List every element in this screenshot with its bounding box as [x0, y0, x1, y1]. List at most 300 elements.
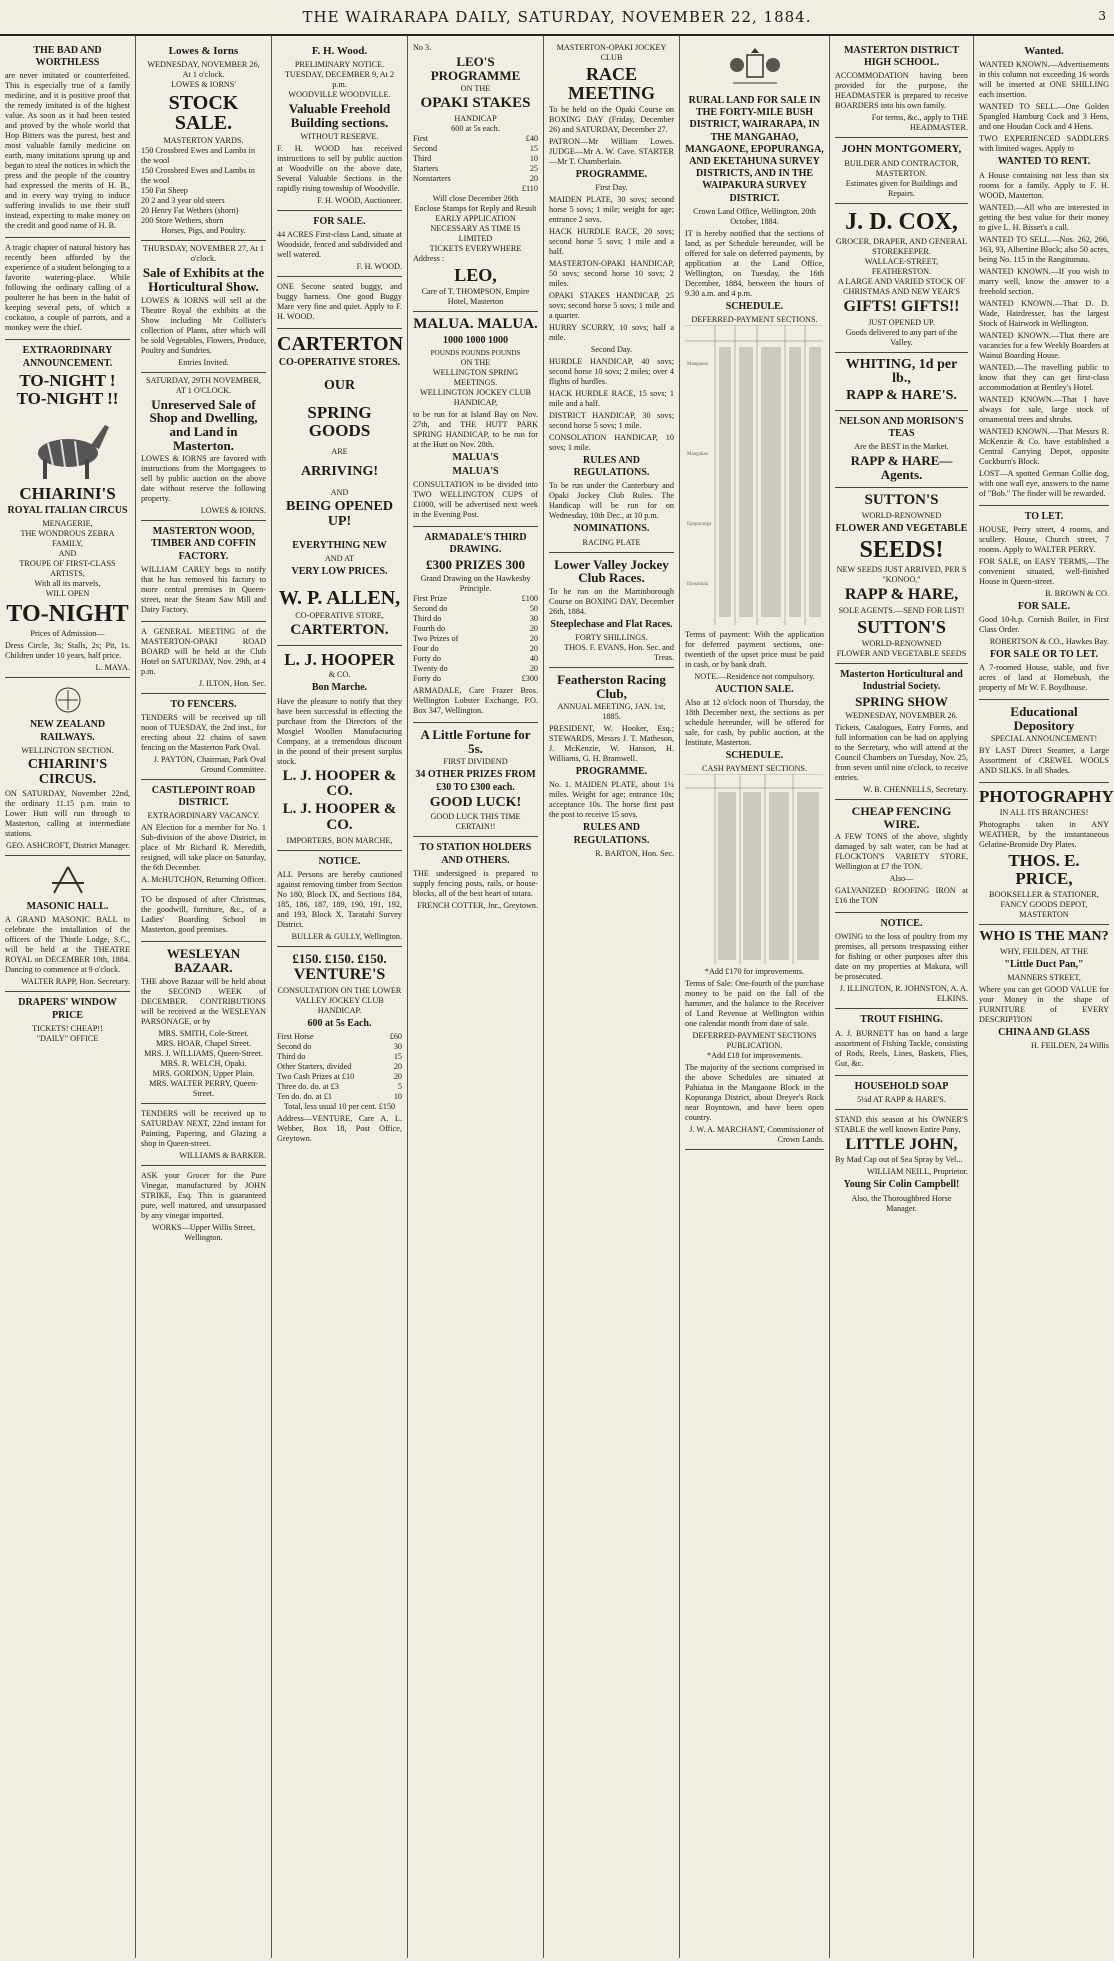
district-label: Eketahuna	[687, 581, 709, 587]
column-4	[408, 36, 544, 1958]
road-board-text: A GENERAL MEETING of the MASTERTON-OPAKI ROAD BOARD will be held at the Club Hotel on SATURDAY, Nov. 29th, at 4 p.m.	[141, 626, 266, 676]
soap-heading: HOUSEHOLD SOAP	[854, 1080, 949, 1092]
race-event: MAIDEN PLATE, 30 sovs; second horse 5 sovs; 1 mile; weight for age; entrance 2 sovs.	[549, 194, 674, 224]
photo-text: Photographs taken in ANY WEATHER, by the instantaneous Gelatine-Bromide Dry Plates.	[979, 820, 1109, 850]
lower-valley-heading: Lower Valley Jockey Club Races.	[554, 556, 669, 586]
also-line: Also—	[889, 874, 914, 884]
fencers-heading: TO FENCERS.	[170, 698, 237, 710]
stand-text: STAND this season at his OWNER'S STABLE the well known Entire Pony,	[835, 1114, 968, 1134]
race-event: HACK HURDLE RACE, 15 sovs; 1 mile and a half.	[549, 388, 674, 408]
school-text: TO be disposed of after Christmas, the goodwill, furniture, &c., of a Ladies' Boarding School in Masterton, good premises.	[141, 895, 266, 935]
bon-marche: Bon Marche.	[311, 682, 368, 694]
lost-dog: LOST—A spotted German Collie dog, with one wall eye, answers to the name of "Bob." The finder will be rewarded.	[979, 468, 1109, 498]
leo-early: EARLY APPLICATION NECESSARY AS TIME IS LIMITED	[430, 214, 521, 244]
column-1	[0, 36, 136, 1958]
spring-show: SPRING SHOW	[855, 694, 948, 710]
spring-goods: SPRING GOODS	[307, 402, 372, 440]
good-luck: GOOD LUCK!	[429, 794, 522, 810]
wood-auctioneer: F. H. WOOD, Auctioneer.	[317, 195, 402, 205]
sutton-heading-2: SUTTON'S	[857, 617, 946, 638]
improvements-note-2: *Add £18 for improvements.	[706, 1051, 803, 1061]
masterton-yards: MASTERTON YARDS.	[163, 136, 244, 146]
horticultural-text: LOWES & IORNS will sell at the Theatre Royal the exhibits at the Show including Mr Collister's collection of Plants, after which will be sold Vegetables, Flowers, Produce, Poultry and Sundries.	[141, 295, 266, 355]
masonic-ball-text: A GRAND MASONIC BALL to celebrate the installation of the officers of the Thistle Lodge, S.C., will be held at the THEATRE ROYAL on DECEMBER 10th, 1884. Dancing to commence at 9 o'clock.	[5, 915, 130, 975]
column-3	[272, 36, 408, 1958]
wood-text: F. H. WOOD has received instructions to sell by public auction at Woodville on the above date, Several Valuable Sections in the rapidly rising township of Woodville.	[277, 143, 402, 193]
wellington-section: WELLINGTON SECTION.	[21, 745, 114, 755]
wanted-item: TWO EXPERIENCED SADDLERS with limited wages. Apply to	[979, 134, 1109, 154]
cash-heading: CASH PAYMENT SECTIONS.	[701, 764, 808, 774]
good-luck-2: GOOD LUCK THIS TIME CERTAIN!!	[430, 812, 521, 832]
painting-tender: TENDERS will be received up to SATURDAY NEXT, 22nd instant for Painting, Papering, and Glazing a shop in Queen-street.	[141, 1108, 266, 1148]
venture-row: Other Starters, divided 20	[277, 1062, 402, 1072]
circus-line: ROYAL ITALIAN CIRCUS	[7, 505, 128, 517]
to-let-heading: TO LET.	[1024, 510, 1064, 522]
armadale-row: Forty do 40	[413, 654, 538, 664]
acres-text: 44 ACRES First-class Land, situate at Woodside, fenced and subdivided and well watered.	[277, 229, 402, 259]
young-sir-colin: Young Sir Colin Campbell!	[843, 1179, 960, 1191]
stock-lot: 150 Fat Sheep	[141, 186, 188, 196]
buller-gully: BULLER & GULLY, Wellington.	[291, 931, 402, 941]
edu-text: BY LAST Direct Steamer, a Large Assortment of CREWEL WOOLS AND SILKS. In all Shades.	[979, 746, 1109, 776]
crest-icon	[48, 685, 88, 715]
poultry-notice-text: OWING to the loss of poultry from my premises, all persons trespassing either for fishing or other purposes after this date on my properties at Makura, will be prosecuted.	[835, 932, 968, 982]
cox-name: J. D. COX,	[845, 208, 958, 235]
malua-pounds: 1000 1000 1000	[443, 334, 508, 346]
robertson-sign: ROBERTSON & CO., Hawkes Bay.	[989, 636, 1109, 646]
high-school-text: ACCOMMODATION having been provided for the purpose, the HEADMASTER is prepared to receive BOARDERS into his own family.	[835, 71, 968, 111]
castlepoint-heading: CASTLEPOINT ROAD DISTRICT.	[151, 785, 256, 809]
timber-notice-text: ALL Persons are hereby cautioned against removing timber from Section No 180, Block IX, and Sections 184, 185, 186, 187, 189, 190, 191, 192, and 193, Block X, Taratahi Survey District.	[277, 869, 402, 929]
drapers-heading: DRAPERS' WINDOW PRICE	[18, 997, 117, 1021]
wanted-item: WANTED TO SELL.—Nos. 262, 266, 163, 93, Albertine Block; also 50 acres, being No. 115 in the Rangitumau.	[979, 234, 1109, 264]
for-sale-heading-2: FOR SALE.	[1017, 600, 1071, 612]
feilden-sign: H. FEILDEN, 24 Willis	[1031, 1041, 1109, 1051]
being-and: AND	[330, 488, 349, 498]
schedule-heading: SCHEDULE.	[725, 300, 784, 312]
railway-notice: ON SATURDAY, November 22nd, the ordinary 11.15 p.m. train to Lower Hutt will run through to Masterton, calling at intermediate stations.	[5, 789, 130, 839]
stock-lot: 20 2 and 3 year old steers	[141, 196, 225, 206]
will-open-line: WILL OPEN	[45, 589, 90, 599]
deferred-heading: DEFERRED-PAYMENT SECTIONS.	[691, 314, 818, 324]
natural-history-text: A tragic chapter of natural history has recently been afforded by the experience of a student belonging to a favorite watering-place. While following the ordinary calling of a poulterer he has been in the habit of keeping several pets, of which a cockatoo, a couple of parrots, and a monkey were the chief.	[5, 243, 130, 333]
wanted-rent: WANTED TO RENT.	[997, 156, 1091, 168]
column-2	[136, 36, 272, 1958]
fencing-wire-text: A FEW TONS of the above, slightly damaged by salt water, can be had at FLOCKTON'S VARIETY STORE, Wellington at £7 the TON.	[835, 832, 968, 872]
rapp-hare: RAPP & HARE'S.	[846, 387, 957, 403]
barton-sign: R. BARTON, Hon. Sec.	[595, 848, 674, 858]
vacancy-text: AN Election for a member for No. 1 Sub-division of the above District, in place of Mr Richard R. Meredith, resigned, will take place on Saturday, the 6th December.	[141, 823, 266, 873]
venture-row: Three do. do. at £3 5	[277, 1082, 402, 1092]
stock-lot: 150 Crossbred Ewes and Lambs in the wool	[141, 146, 255, 166]
station-holders: TO STATION HOLDERS AND OTHERS.	[419, 842, 532, 866]
race-event: CONSOLATION HANDICAP, 10 sovs; 1 mile.	[549, 432, 674, 452]
schedule-table	[685, 325, 823, 625]
leo-row: Third 10	[413, 154, 538, 164]
race-event: HURDLE HANDICAP, 40 sovs; second horse 10 sovs; 2 miles; over 4 flights of hurdles.	[549, 356, 674, 386]
annual-meeting: ANNUAL MEETING, JAN. 1st, 1885.	[557, 702, 666, 722]
wanted-item: WANTED KNOWN.—Advertisements in this column not exceeding 16 words will be inserted at ONE SHILLING each insertion.	[979, 60, 1109, 100]
edu-heading: Educational Depository	[1010, 704, 1078, 733]
armadale-drawing: Grand Drawing on the Hawkesby Principle.	[420, 574, 531, 594]
first-dividend: FIRST DIVIDEND	[443, 757, 508, 767]
tickets-line: TICKETS! CHEAP!!	[32, 1023, 103, 1033]
returning-officer: A. McHUTCHON, Returning Officer.	[141, 875, 266, 885]
armadale-row: Second do 50	[413, 604, 538, 614]
malua-onthe: ON THE	[460, 357, 491, 367]
seeds-heading: SEEDS!	[859, 537, 944, 564]
nz-railways-heading: NEW ZEALAND RAILWAYS.	[29, 719, 106, 743]
works-address: WORKS—Upper Willis Street, Wellington.	[152, 1222, 255, 1242]
menagerie-line: MENAGERIE,	[42, 519, 93, 529]
price-trade: BOOKSELLER & STATIONER, FANCY GOODS DEPOT, MASTERTON	[989, 889, 1099, 919]
armadale-row: Forty do £300	[413, 674, 538, 684]
for-sale-easy: FOR SALE, on EASY TERMS,—The convenient situated, well-finished House in Queen-street.	[979, 556, 1109, 586]
headmaster: For terms, &c., apply to THE HEADMASTER.	[871, 113, 968, 133]
armadale-address: ARMADALE, Care Frazer Bros. Wellington Lobster Exchange, P.O. Box 347, Wellington.	[413, 686, 538, 716]
all-branches: IN ALL ITS BRANCHES!	[999, 808, 1089, 818]
hooper-co: & CO.	[328, 670, 351, 680]
sale-terms: Terms of Sale: One-fourth of the purchase money to be paid on the fall of the hammer, and the balance to the Receiver of Land Revenue at Wellington within one calendar month from date of sale.	[685, 979, 824, 1029]
deferred-publication: DEFERRED-PAYMENT SECTIONS PUBLICATION.	[692, 1031, 817, 1051]
venture-cons: CONSULTATION ON THE LOWER VALLEY JOCKEY CLUB HANDICAP.	[277, 986, 402, 1016]
venture-prizes: £150. £150. £150.	[292, 950, 387, 966]
lady-name: MRS. HOAR, Chapel Street.	[155, 1038, 252, 1048]
leo-address-label: Address :	[413, 254, 445, 264]
stock-sale-time: At 1 o'clock.	[182, 70, 225, 80]
cash-table	[685, 774, 823, 964]
flower-veg-seeds: FLOWER AND VEGETABLE SEEDS	[836, 648, 967, 658]
show-date: WEDNESDAY, NOVEMBER 26.	[845, 710, 958, 720]
sale-or-let: FOR SALE OR TO LET.	[989, 648, 1099, 660]
who-is-man: WHO IS THE MAN?	[979, 928, 1109, 944]
rules-heading: RULES AND REGULATIONS.	[573, 454, 650, 479]
coop-store: CO-OPERATIVE STORE,	[295, 610, 384, 620]
without-reserve: WITHOUT RESERVE.	[300, 131, 379, 141]
masonic-hall-heading: MASONIC HALL.	[26, 901, 109, 913]
world-renowned: WORLD-RENOWNED	[861, 511, 942, 521]
to-let-text: HOUSE, Perry street, 4 rooms, and scullery. House, Church street, 7 rooms. Apply to WALTER PERRY.	[979, 524, 1109, 554]
lady-name: MRS. SMITH, Cole-Street.	[158, 1028, 249, 1038]
wanted-item: WANTED TO SELL.—One Golden Spangled Hamburg Cock and 3 Hens, and one Houdan Cock and 4 Hens.	[979, 102, 1109, 132]
race-event: MASTERTON-OPAKI HANDICAP, 50 sovs; second horse 10 sovs; 2 miles.	[549, 258, 674, 288]
and-at: AND AT	[324, 553, 355, 563]
arriving-line: ARRIVING!	[301, 464, 378, 480]
tickets-everywhere: TICKETS EVERYWHERE	[429, 244, 522, 254]
schedule2-heading: SCHEDULE.	[725, 750, 784, 762]
manners-street: MANNERS STREET,	[1007, 972, 1081, 982]
rules-text: To be run under the Canterbury and Opaki Jockey Club Rules. The Handicap will be run for on Wednesday, 10th Dec., at 10 p.m.	[549, 481, 674, 521]
evans-sign: THOS. F. EVANS, Hon. Sec. and Treas.	[564, 643, 674, 662]
troupe-line: TROUPE OF FIRST-CLASS ARTISTS,	[19, 559, 116, 579]
masthead	[0, 0, 1114, 36]
race-event: HURRY SCURRY, 10 sovs; half a mile.	[549, 322, 674, 342]
leo-row: Second 15	[413, 144, 538, 154]
auction-text: Also at 12 o'clock noon of Thursday, the 18th December next, the sections as per schedule hereunder, will be offered for sale, for cash, by public auction, at the Institute, Masterton.	[685, 698, 824, 748]
malua-wsm: WELLINGTON SPRING MEETINGS.	[432, 367, 519, 387]
tonight-big: TO-NIGHT	[6, 601, 129, 628]
armadale-row: Third do 30	[413, 614, 538, 624]
district-label: Mangaone	[687, 361, 709, 367]
malua-runat: to be run for at Island Bay on Nov. 27th, and THE HUTT PARK SPRING HANDICAP, to be run for at the Hutt on Nov. 28th.	[413, 409, 538, 449]
estimates-line: Estimates given for Buildings and Repairs.	[845, 178, 958, 198]
prices-text: Dress Circle, 3s; Stalls, 2s; Pit, 1s. Children under 10 years, half price.	[5, 641, 130, 661]
nominations-heading: NOMINATIONS.	[573, 523, 650, 535]
armadale-row: Two Prizes of 20	[413, 634, 538, 644]
thursday-date: THURSDAY, NOVEMBER 27, At 1 o'clock.	[142, 244, 264, 264]
carey-text: WILLIAM CAREY begs to notify that he has removed his factory to more central premises in Queen-street, near the Steam Saw Mill and Dairy Factory.	[141, 564, 266, 614]
malua-heading: MALUA. MALUA.	[413, 315, 538, 332]
wood-factory-heading: MASTERTON WOOD, TIMBER AND COFFIN FACTORY.	[150, 526, 256, 562]
malua-2: MALUA'S	[452, 451, 499, 463]
rapp-hare-agents: RAPP & HARE—Agents.	[850, 453, 953, 482]
racing-plate: RACING PLATE	[582, 537, 641, 547]
column-6	[680, 36, 830, 1958]
other-prizes: 34 OTHER PRIZES FROM £30 TO £300 each.	[415, 769, 536, 793]
stock-lot: 20 Henry Fat Wethers (shorn)	[141, 206, 239, 216]
sutton-heading: SUTTON'S	[864, 492, 939, 509]
royal-coat-of-arms-icon	[725, 47, 785, 91]
leo-row: Nonstarters 20	[413, 174, 538, 184]
daily-office: "DAILY" OFFICE	[36, 1033, 99, 1043]
hooper-repeat-2: L. J. HOOPER & CO.	[282, 801, 397, 833]
montgomery-name: JOHN MONTGOMERY,	[841, 143, 962, 156]
race-officers: PATRON—Mr William Lowes. JUDGE—Mr A. W. Cave. STARTER—Mr T. Chamberlain.	[549, 136, 674, 166]
race-meeting-text: To be held on the Opaki Course on BOXING DAY (Friday, December 26) and SATURDAY, December 27.	[549, 104, 674, 134]
majority-text: The majority of the sections comprised in the above Schedules are situated at Pahiatua in the Mangaone Block in the Kopuranga District, about Dreyer's Rock near Boyntown, and have been open country.	[685, 1063, 824, 1123]
xmas-line: A LARGE AND VARIED STOCK OF CHRISTMAS AND NEW YEAR'S	[837, 276, 966, 296]
builder-line: BUILDER AND CONTRACTOR,	[844, 158, 959, 168]
cox-address: WALLACE-STREET, FEATHERSTON.	[864, 256, 939, 276]
venture-total: Total, less usual 10 per cent. £150	[283, 1102, 396, 1112]
armadale-row: Fourth do 20	[413, 624, 538, 634]
wood-heading: F. H. Wood.	[311, 45, 368, 57]
furniture-text: Where you can get GOOD VALUE for your Money in the shape of FURNITURE of EVERY DESCRIPTION	[979, 984, 1109, 1024]
lady-name: MRS. WALTER PERRY, Queen-Street.	[149, 1078, 258, 1098]
best-market: Are the BEST in the Market.	[854, 442, 949, 452]
wanted-item: WANTED KNOWN.—That I have always for sale, large stock of ornamental trees and shrubs.	[979, 394, 1109, 424]
with-line: With all its marvels,	[34, 579, 101, 589]
trout-text: A. J. BURNETT has on hand a large assortment of Fishing Tackle, consisting of Rods, Reels, Lines, Baskets, Flies, Gut, &c.	[835, 1028, 968, 1068]
goods-delivered: Goods delivered to any part of the Valley.	[845, 327, 958, 347]
low-prices: VERY LOW PRICES.	[291, 565, 388, 577]
steeplechase-heading: Steeplechase and Flat Races.	[550, 618, 673, 630]
district-manager: GEO. ASHCROFT, District Manager.	[5, 841, 130, 851]
venture-row: Second do 30	[277, 1042, 402, 1052]
china-glass: CHINA AND GLASS	[998, 1026, 1090, 1038]
buggy-text: ONE Secone seated buggy, and buggy harness. One good Buggy Mare very fine and quiet. Apply to F. H. WOOD.	[277, 281, 402, 321]
hooper-heading: L. J. HOOPER	[284, 649, 395, 669]
race-event: HACK HURDLE RACE, 20 sovs; second horse 5 sovs; 1 mile and a half.	[549, 226, 674, 256]
fencing-wire-heading: CHEAP FENCING WIRE.	[851, 803, 952, 831]
wanted-item: WANTED.—The travelling public to know that they can get first-class accommodation at Bentley's Hotel.	[979, 362, 1109, 392]
programme-heading: PROGRAMME.	[575, 168, 648, 180]
vacancy-heading: EXTRAORDINARY VACANCY.	[147, 811, 260, 821]
young-text: Also, the Thoroughbred Horse	[851, 1193, 952, 1203]
venture-address: Address—VENTURE, Care A. L. Webber, Box 18, Post Office, Greytown.	[277, 1114, 402, 1144]
little-john-text: By Mad Cap out of Sea Spray by Vel...	[835, 1155, 963, 1165]
stock-sale-date: WEDNESDAY, NOVEMBER 26,	[147, 60, 260, 70]
and-line: AND	[58, 549, 77, 559]
rural-land-heading: RURAL LAND FOR SALE IN THE FORTY-MILE BUSH DISTRICT, WAIRARAPA, IN THE MANGAHAO, MANGAONE, EPOPURANGA, AND EKETAHUNA SURVEY DISTRICTS, AND IN THE WAIPAKURA SURVEY DISTRICT.	[685, 95, 824, 204]
column-8	[974, 36, 1114, 1958]
just-opened: JUST OPENED UP.	[868, 317, 935, 327]
armadale-row: First Prize £100	[413, 594, 538, 604]
poultry-notice-heading: NOTICE.	[880, 918, 923, 930]
leo-row: Starters 25	[413, 164, 538, 174]
auction-heading: AUCTION SALE.	[715, 683, 794, 695]
venture-row: Two Cash Prizes at £10 20	[277, 1072, 402, 1082]
hooper-text: Have the pleasure to notify that they have been successful in effecting the purchase from the Directors of the Mosgiel Woollen Manufacturing Company, at a tremendous discount in the pound of their present surplus stock.	[277, 696, 402, 766]
stock-sale-heading: STOCK SALE.	[168, 92, 239, 135]
flower-veg: FLOWER AND VEGETABLE	[835, 523, 968, 535]
soap-price: 5¼d AT RAPP & HARE'S.	[857, 1094, 946, 1104]
leo-name: LEO,	[454, 265, 497, 286]
opaki-stakes: OPAKI STAKES	[420, 95, 531, 112]
manager-name: L. MAYA.	[95, 663, 130, 673]
are-line: ARE	[331, 447, 348, 457]
shares-line: 600 at 5s each.	[451, 124, 500, 134]
wesleyan-text: THE above Bazaar will be held about the SECOND WEEK of DECEMBER. CONTRIBUTIONS will be received at the WESLEYAN PARSONAGE, or by	[141, 976, 266, 1026]
cox-trade: GROCER, DRAPER, AND GENERAL STOREKEEPER.	[835, 236, 968, 256]
leo-close: Will close December 26th	[432, 194, 519, 204]
new-seeds: NEW SEEDS JUST ARRIVED, PER S "KONOO,"	[836, 565, 967, 585]
high-school-heading: MASTERTON DISTRICT HIGH SCHOOL.	[844, 45, 959, 69]
wood-sign: F. H. WOOD.	[356, 261, 402, 271]
cotter-sign: FRENCH COTTER, Jnr., Greytown.	[417, 900, 538, 910]
residence-note: NOTE.—Residence not compulsory.	[694, 671, 815, 681]
zebra-illustration	[23, 411, 113, 481]
wanted-item: WANTED KNOWN.—That D. D. Wade, Hairdresser, has the largest Stock of Hairwork in Wellington.	[979, 298, 1109, 328]
payton-sign: J. PAYTON, Chairman, Park Oval Ground Committee.	[153, 755, 266, 774]
stock-lot: 200 Store Wethers, shorn	[141, 216, 224, 226]
tonight-heading: TO-NIGHT ! TO-NIGHT !!	[16, 370, 119, 408]
extra-heading: EXTRAORDINARY ANNOUNCEMENT.	[22, 345, 113, 369]
race-event: DISTRICT HANDICAP, 30 sovs; second horse 5 sovs; 1 mile.	[549, 410, 674, 430]
little-john: LITTLE JOHN,	[845, 1135, 958, 1153]
wanted-item: WANTED KNOWN.—That there are vacancies for a few Weekly Boarders at Wainui Boarding House.	[979, 330, 1109, 360]
road-board-sec: J. ILTON, Hon. Sec.	[198, 678, 266, 688]
everything-new: EVERYTHING NEW	[292, 539, 387, 551]
lady-name: MRS. GORDON, Upper Plain.	[152, 1068, 255, 1078]
venture-row: Ten do. do. at £1 10	[277, 1092, 402, 1102]
galvanized-text: GALVANIZED ROOFING IRON at £16 the TON	[835, 886, 968, 906]
world-renowned-2: WORLD-RENOWNED	[861, 638, 942, 648]
allen-name: W. P. ALLEN,	[278, 586, 401, 609]
chiarini-circus-heading: CHIARINI'S CIRCUS.	[27, 756, 108, 787]
masonic-compass-icon	[48, 863, 88, 897]
chiarini-title: CHIARINI'S	[19, 484, 116, 504]
unreserved-heading: Unreserved Sale of Shop and Dwelling, and Land in Masterton.	[149, 396, 258, 453]
sale-or-let-text: A 7-roomed House, stable, and five acres of land at Homebush, the property of Mr W. F. Boydhouse.	[979, 663, 1109, 693]
jockey-club-heading: MASTERTON-OPAKI JOCKEY CLUB	[556, 43, 667, 62]
district-label: Mangahao	[687, 451, 709, 457]
fencers-text: TENDERS will be received up till noon of TUESDAY, the 2nd inst., for erecting about 22 chains of sawn fencing on the Masterton Park Oval.	[141, 713, 266, 752]
our-line: OUR	[323, 378, 356, 394]
lady-name: MRS. R. WELCH, Opaki.	[160, 1058, 247, 1068]
race-meeting-heading: RACE MEETING	[567, 64, 655, 103]
coop-heading: CO-OPERATIVE STORES.	[278, 356, 401, 368]
hop-bitters-heading: THE BAD AND WORTHLESS	[33, 45, 102, 69]
featherston-event: No. 1. MAIDEN PLATE, about 1¼ miles. Weight for age; entrance 10s; acceptance 10s. The horse first past the post to receive 15 sovs.	[549, 780, 674, 820]
leo-careof: Care of T. THOMPSON, Empire Hotel, Masterton	[421, 286, 530, 306]
prices-heading: Prices of Admission—	[30, 629, 105, 639]
district-label: Epopuranga	[687, 521, 712, 527]
crown-office: Crown Land Office, Wellington, 20th October, 1884.	[693, 206, 816, 226]
horticultural-society: Masterton Horticultural and Industrial Society.	[840, 668, 963, 693]
wanted-item: WANTED KNOWN.—That Messrs R. McKenzie & Co. have established a Central Carrying Depot, opposite Cockburn's Block.	[979, 426, 1109, 466]
nelson-teas: NELSON AND MORISON'S TEAS	[839, 415, 964, 439]
armadale-row: Twenty do 20	[413, 664, 538, 674]
wanted-item: A House containing not less than six rooms for a family. Apply to F. H. WOOD, Masterton.	[979, 170, 1109, 200]
fortune-heading: A Little Fortune for 5s.	[420, 727, 531, 756]
saturday-date: SATURDAY, 29TH NOVEMBER, AT 1 O'CLOCK.	[145, 375, 262, 395]
first-day: First Day.	[595, 182, 628, 192]
wanted-item: WANTED KNOWN.—If you wish to marry well, know the answer to a freehold section.	[979, 266, 1109, 296]
firm-name: LOWES & IORNS'	[171, 80, 236, 90]
sole-agents: SOLE AGENTS.—SEND FOR LIST!	[838, 606, 965, 616]
columns	[0, 36, 1114, 1958]
poultry-sigs: J. ILLINGTON, R. JOHNSTON, A. A. ELKINS.	[839, 984, 968, 1004]
second-day: Second Day.	[590, 344, 633, 354]
manager-line: Manager.	[886, 1203, 917, 1213]
featherston-heading: Featherston Racing Club,	[557, 672, 666, 701]
special-announcement: SPECIAL ANNOUNCEMENT!	[990, 734, 1098, 744]
why-feilden: WHY, FEILDEN, AT THE	[999, 946, 1088, 956]
wanted-item: WANTED.—All who are interested in getting the best value for their money to give L. H. Bisset's a call.	[979, 202, 1109, 232]
williams-barker: WILLIAMS & BARKER.	[179, 1150, 266, 1160]
wanted-heading: Wanted.	[1024, 45, 1064, 57]
chennells-sign: W. B. CHENNELLS, Secretary.	[863, 784, 968, 794]
whiting-line: WHITING, 1d per lb.,	[845, 356, 958, 387]
gifts-heading: GIFTS! GIFTS!!	[843, 297, 960, 315]
unreserved-text: LOWES & IORNS are favored with instructions from the Mortgagees to sell by public auction on the above date without reserve the following property.	[141, 454, 266, 504]
armadale-prizes: £300 PRIZES 300	[426, 557, 525, 573]
leo-row: £110	[521, 184, 538, 194]
terms-text: Terms of payment: With the application for deferred payment sections, one-twentieth of the upset price must be paid in cash, or by bank draft.	[685, 629, 824, 669]
malua-pounds-label: POUNDS POUNDS POUNDS	[430, 348, 521, 357]
lowes-iorns-heading: Lowes & Iorns	[168, 45, 239, 57]
montgomery-town: MASTERTON.	[875, 168, 928, 178]
featherston-programme: PROGRAMME.	[575, 766, 648, 778]
column-5	[544, 36, 680, 1958]
newspaper-title: THE WAIRARAPA DAILY, SATURDAY, NOVEMBER 22, 1884.	[302, 8, 812, 26]
entries-invited: Entries Invited.	[178, 357, 229, 367]
venture-row: Third do 15	[277, 1052, 402, 1062]
woodville-line: WOODVILLE WOODVILLE.	[288, 90, 391, 100]
preliminary-notice: PRELIMINARY NOTICE.	[294, 60, 385, 70]
page-number: 3	[1098, 9, 1106, 23]
carterton-bottom: CARTERTON.	[290, 621, 389, 638]
wood-date: TUESDAY, DECEMBER 9, At 2 p.m.	[284, 70, 395, 90]
leo-row: First £40	[413, 134, 538, 144]
hooper-repeat: L. J. HOOPER & CO.	[282, 767, 397, 800]
lowes-signoff: LOWES & IORNS.	[200, 506, 266, 516]
freehold-heading: Valuable Freehold Building sections.	[288, 101, 391, 131]
photography-heading: PHOTOGRAPHY	[979, 787, 1114, 807]
trout-heading: TROUT FISHING.	[860, 1014, 943, 1026]
brown-sign: B. BROWN & CO.	[1045, 588, 1109, 598]
price-name: THOS. E. PRICE,	[1008, 851, 1080, 889]
timber-notice-heading: NOTICE.	[318, 855, 361, 867]
stock-more: Horses, Pigs, and Poultry.	[161, 226, 246, 236]
for-sale-heading: FOR SALE.	[313, 215, 366, 227]
carterton-heading: CARTERTON	[277, 332, 404, 355]
on-the: ON THE	[460, 84, 491, 94]
lady-name: MRS. J. WILLIAMS, Queen-Street.	[144, 1048, 263, 1058]
featherston-officers: PRESIDENT, W. Hooker, Esq.; STEWARDS, Messrs J. T. Matheson, J. McKenzie, W. Hanson, H. Williams, G. H. Bramwell.	[549, 724, 674, 764]
masonic-secretary: WALTER RAPP, Hon. Secretary.	[21, 977, 130, 987]
